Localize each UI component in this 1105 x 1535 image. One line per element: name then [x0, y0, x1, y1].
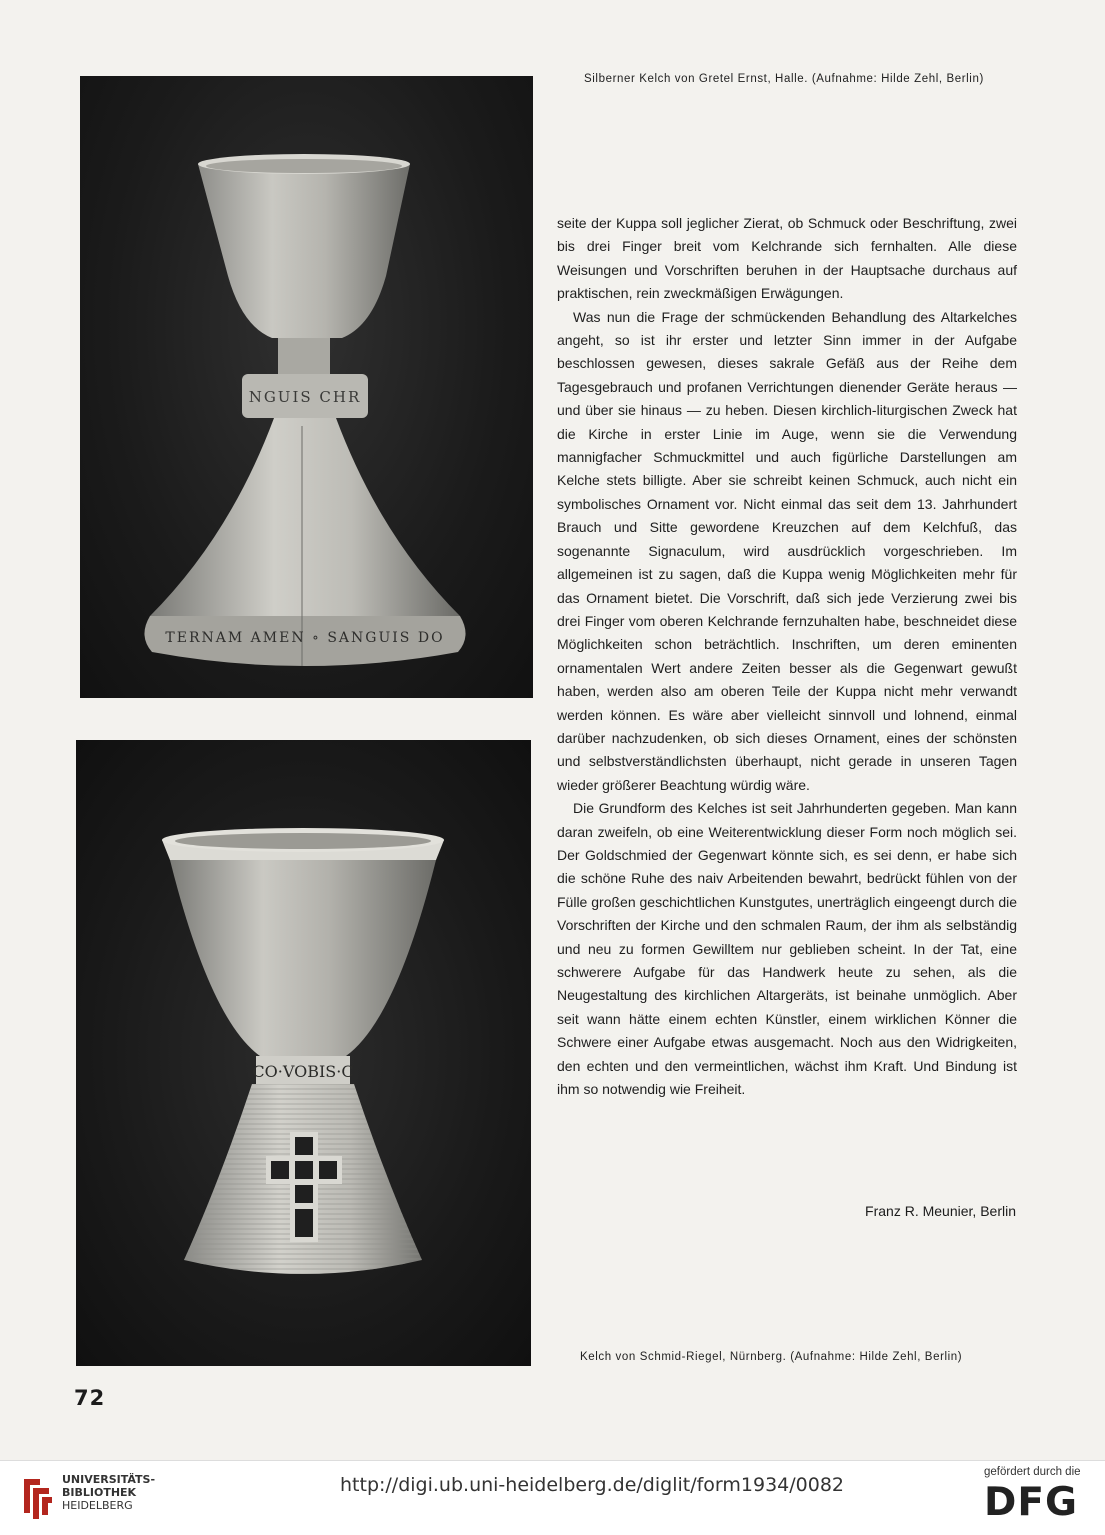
library-name[interactable]	[62, 1473, 155, 1512]
source-url-link[interactable]: http://digi.ub.uni-heidelberg.de/diglit/form1934/0082	[340, 1474, 845, 1496]
library-line-2: BIBLIOTHEK	[62, 1486, 137, 1499]
library-line-3: HEIDELBERG	[62, 1499, 133, 1512]
footer-bar	[0, 1460, 1105, 1535]
photo-schmid-riegel-chalice	[76, 740, 531, 1366]
page-number: 72	[74, 1386, 106, 1410]
author-signature: Franz R. Meunier, Berlin	[865, 1203, 1016, 1219]
chalice-illustration-1	[80, 76, 533, 698]
paragraph-3: Die Grundform des Kelches ist seit Jahrhunderten gegeben. Man kann daran zweifeln, ob eine Weiterentwicklung dieser Form noch möglich sei. Der Goldschmied der Gegenwart könnte sich, es sei denn, er habe sich die schöne Ruhe des naiv Arbeitenden bewahrt, bedrückt fühlen von der Fülle großen geschichtlichen Kunstgutes, unerträglich eingeengt durch die Vorschriften der Kirche und den schmalen Raum, der ihm als selbständig und neu zu formen Gewilltem nur geblieben scheint. In der Tat, eine schwerere Aufgabe für das Handwerk heute zu sehen, als die Neugestaltung des kirchlichen Altargeräts, ist beinahe unmöglich. Aber seit wann hätte einem echten Künstler, einem wirklichen Könner die Schwere einer Aufgabe etwas ausgemacht. Noch aus den Widrigkeiten, den echten und den vermeintlichen, wächst ihm Kraft. Und Bindung ist ihm so notwendig wie Freiheit.	[557, 800, 1017, 1098]
foot-inscription: TERNAM AMEN ∘ SANGUIS DO	[165, 630, 445, 646]
chalice-illustration-2	[76, 740, 531, 1366]
heidelberg-library-logo-icon[interactable]	[20, 1473, 54, 1521]
funding-note: gefördert durch die	[984, 1466, 1081, 1478]
dfg-logo[interactable]: DFG	[984, 1480, 1079, 1525]
caption-top: Silberner Kelch von Gretel Ernst, Halle. (Aufnahme: Hilde Zehl, Berlin)	[584, 73, 984, 85]
article-text	[557, 212, 1017, 1101]
caption-bottom: Kelch von Schmid-Riegel, Nürnberg. (Aufnahme: Hilde Zehl, Berlin)	[580, 1351, 963, 1363]
band-inscription: CO·VOBIS·C	[252, 1062, 354, 1081]
paragraph-1: seite der Kuppa soll jeglicher Zierat, ob Schmuck oder Beschriftung, zwei bis drei Finger breit vom Kelchrande sich fernhalten. Alle diese Weisungen und Vorschriften beruhen in der Hauptsache durchaus auf praktischen, rein zweckmäßigen Erwägungen.	[557, 215, 1017, 302]
photo-silver-chalice	[80, 76, 533, 698]
library-line-1: UNIVERSITÄTS-	[62, 1473, 156, 1486]
node-inscription: NGUIS CHR	[248, 388, 362, 406]
paragraph-2: Was nun die Frage der schmückenden Behandlung des Altarkelches angeht, so ist ihr erster und letzter Sinn immer in der Aufgabe beschlossen gewesen, dieses sakrale Gefäß aus der Reihe dem Tagesgebrauch und profanen Verrichtungen dienender Geräte heraus — und über sie hinaus — zu heben. Diesen kirchlich-liturgischen Zweck hat die Kirche in erster Linie im Auge, wenn sie die Verwendung mannigfacher Schmuckmittel und auch figürliche Darstellungen am Kelche stets billigte. Aber sie schreibt keinen Schmuck, auch nicht ein symbolisches Ornament vor. Nicht einmal das seit dem 13. Jahrhundert Brauch und Sitte gewordene Kreuzchen auf dem Kelchfuß, das sogenannte Signaculum, wird ausdrücklich vorgeschrieben. Im allgemeinen ist zu sagen, daß die Kuppa wenig Möglichkeiten mehr für das Ornament bietet. Die Vorschrift, daß sich jede Verzierung zwei bis drei Finger vom oberen Kelchrande fernzuhalten habe, beschneidet diese Möglichkeiten schon beträchtlich. Inschriften, um deren eminenten ornamentalen Wert andere Zeiten besser als die Gegenwart gewußt haben, werden also am oberen Teile der Kuppa nicht mehr verwandt werden können. Es wäre aber vielleicht sinnvoll und lohnend, einmal darüber nachzudenken, ob sich dieses Ornament, eines der schönsten und selbstverständlichsten überhaupt, nicht gerade in unseren Tagen wieder größerer Beachtung würdig wäre.	[557, 308, 1017, 793]
